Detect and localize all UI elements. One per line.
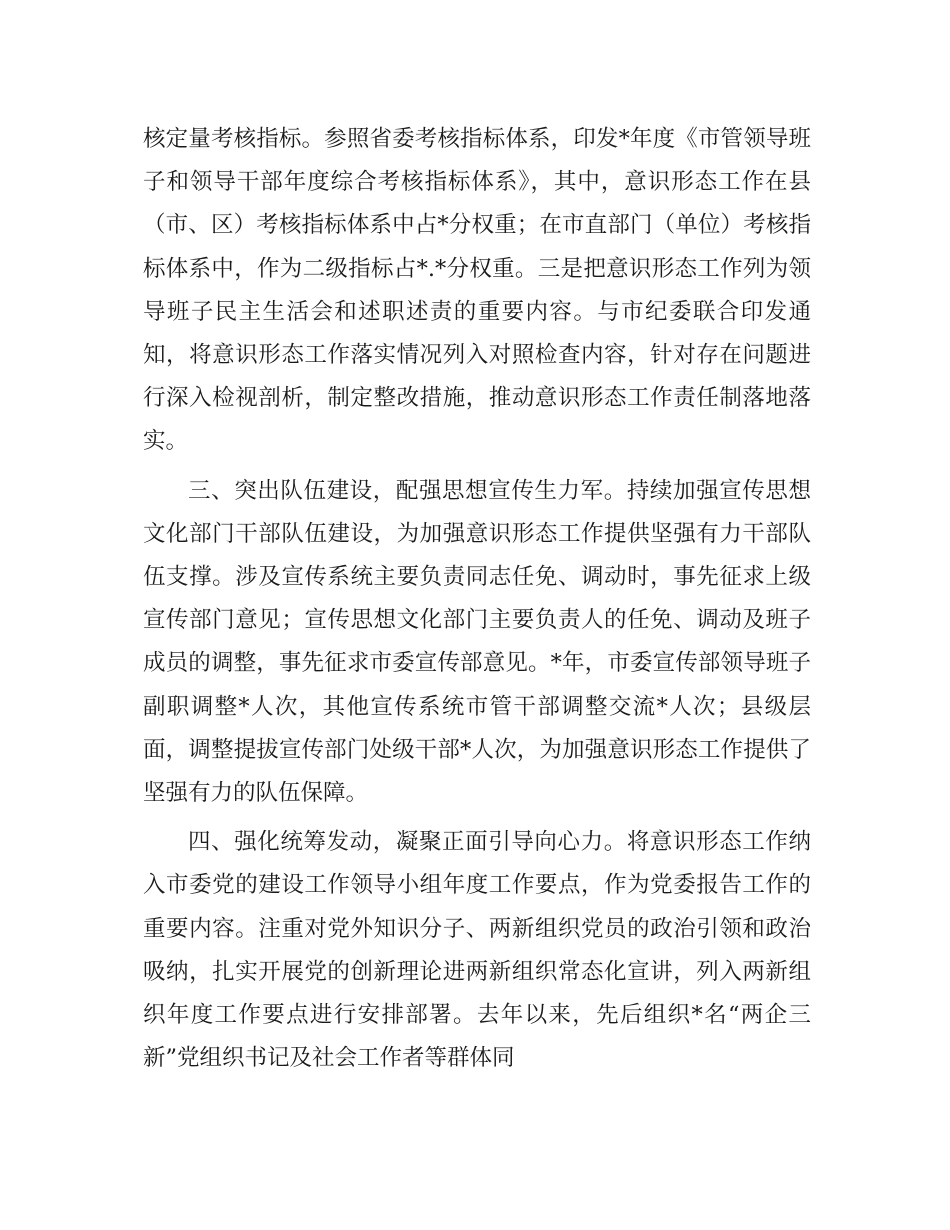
paragraph-coordination: 四、强化统筹发动，凝聚正面引导向心力。将意识形态工作纳入市委党的建设工作领导小组年度工作要点，作为党委报告工作的重要内容。注重对党外知识分子、两新组织党员的政治引领和政治吸纳，扎实开展党的创新理论进两新组织常态化宣讲，列入两新组织年度工作要点进行安排部署。去年以来，先后组织*名“两企三新”党组织书记及社会工作者等群体同: [143, 829, 811, 1072]
document-body: [143, 118, 811, 1080]
paragraph-assessment-indicators: 核定量考核指标。参照省委考核指标体系，印发*年度《市管领导班子和领导干部年度综合考核指标体系》，其中，意识形态工作在县（市、区）考核指标体系中占*分权重；在市直部门（单位）考核指标体系中，作为二级指标占*.*分权重。三是把意识形态工作列为领导班子民主生活会和述职述责的重要内容。与市纪委联合印发通知，将意识形态工作落实情况列入对照检查内容，针对存在问题进行深入检视剖析，制定整改措施，推动意识形态工作责任制落地落实。: [143, 126, 811, 455]
paragraph-team-building: 三、突出队伍建设，配强思想宣传生力军。持续加强宣传思想文化部门干部队伍建设，为加强意识形态工作提供坚强有力干部队伍支撑。涉及宣传系统主要负责同志任免、调动时，事先征求上级宣传部门意见；宣传思想文化部门主要负责人的任免、调动及班子成员的调整，事先征求市委宣传部意见。*年，市委宣传部领导班子副职调整*人次，其他宣传系统市管干部调整交流*人次；县级层面，调整提拔宣传部门处级干部*人次，为加强意识形态工作提供了坚强有力的队伍保障。: [143, 477, 811, 807]
